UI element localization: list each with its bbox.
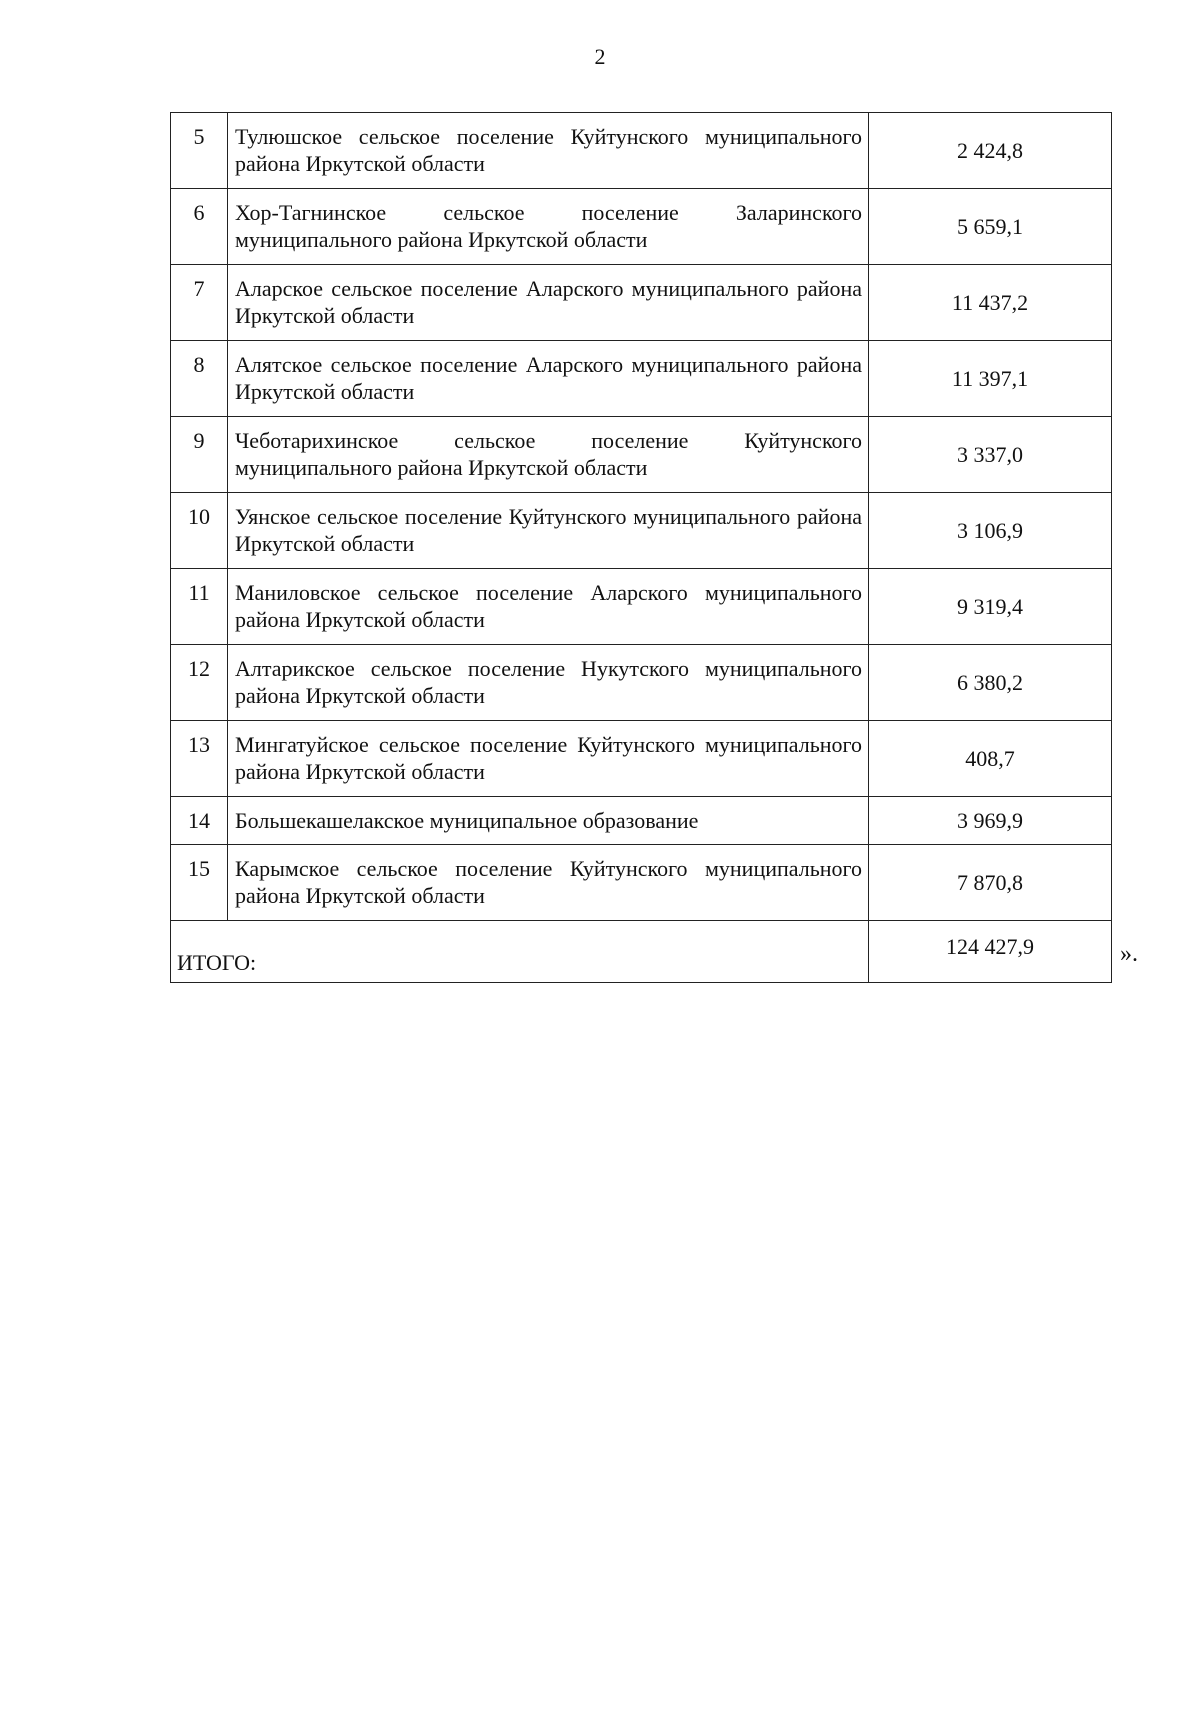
total-row — [171, 921, 1112, 983]
amount-value: 9 319,4 — [869, 569, 1112, 645]
municipality-name: Большекашелакское муниципальное образование — [228, 797, 869, 845]
row-number: 13 — [171, 721, 228, 797]
allocation-table — [170, 112, 1112, 983]
amount-value: 2 424,8 — [869, 113, 1112, 189]
table-row — [171, 265, 1112, 341]
table-row — [171, 569, 1112, 645]
municipality-name: Мингатуйское сельское поселение Куйтунского муниципального района Иркутской области — [228, 721, 869, 797]
row-number: 11 — [171, 569, 228, 645]
municipality-name: Уянское сельское поселение Куйтунского муниципального района Иркутской области — [228, 493, 869, 569]
municipality-name: Тулюшское сельское поселение Куйтунского муниципального района Иркутской области — [228, 113, 869, 189]
table-row — [171, 721, 1112, 797]
amount-value: 11 397,1 — [869, 341, 1112, 417]
amount-value: 3 337,0 — [869, 417, 1112, 493]
amount-value: 7 870,8 — [869, 845, 1112, 921]
municipality-name: Аларское сельское поселение Аларского муниципального района Иркутской области — [228, 265, 869, 341]
amount-value: 408,7 — [869, 721, 1112, 797]
municipality-name: Хор-Тагнинское сельское поселение Заларинского муниципального района Иркутской области — [228, 189, 869, 265]
row-number: 9 — [171, 417, 228, 493]
municipality-name: Карымское сельское поселение Куйтунского муниципального района Иркутской области — [228, 845, 869, 921]
table-row — [171, 645, 1112, 721]
row-number: 14 — [171, 797, 228, 845]
municipality-name: Маниловское сельское поселение Аларского муниципального района Иркутской области — [228, 569, 869, 645]
table-row — [171, 845, 1112, 921]
row-number: 15 — [171, 845, 228, 921]
amount-value: 3 106,9 — [869, 493, 1112, 569]
municipality-name: Алятское сельское поселение Аларского муниципального района Иркутской области — [228, 341, 869, 417]
table-row — [171, 797, 1112, 845]
row-number: 12 — [171, 645, 228, 721]
row-number: 5 — [171, 113, 228, 189]
table-row — [171, 493, 1112, 569]
row-number: 6 — [171, 189, 228, 265]
row-number: 10 — [171, 493, 228, 569]
table-row — [171, 341, 1112, 417]
amount-value: 11 437,2 — [869, 265, 1112, 341]
amount-value: 6 380,2 — [869, 645, 1112, 721]
amount-value: 5 659,1 — [869, 189, 1112, 265]
table-row — [171, 417, 1112, 493]
table-row — [171, 113, 1112, 189]
municipality-name: Чеботарихинское сельское поселение Куйтунского муниципального района Иркутской области — [228, 417, 869, 493]
row-number: 8 — [171, 341, 228, 417]
row-number: 7 — [171, 265, 228, 341]
table-row — [171, 189, 1112, 265]
closing-quote-mark: ». — [1120, 941, 1138, 967]
amount-value: 3 969,9 — [869, 797, 1112, 845]
municipality-name: Алтарикское сельское поселение Нукутского муниципального района Иркутской области — [228, 645, 869, 721]
total-value: 124 427,9 — [869, 921, 1112, 983]
total-label: ИТОГО: — [171, 921, 869, 983]
page-number: 2 — [594, 44, 606, 69]
